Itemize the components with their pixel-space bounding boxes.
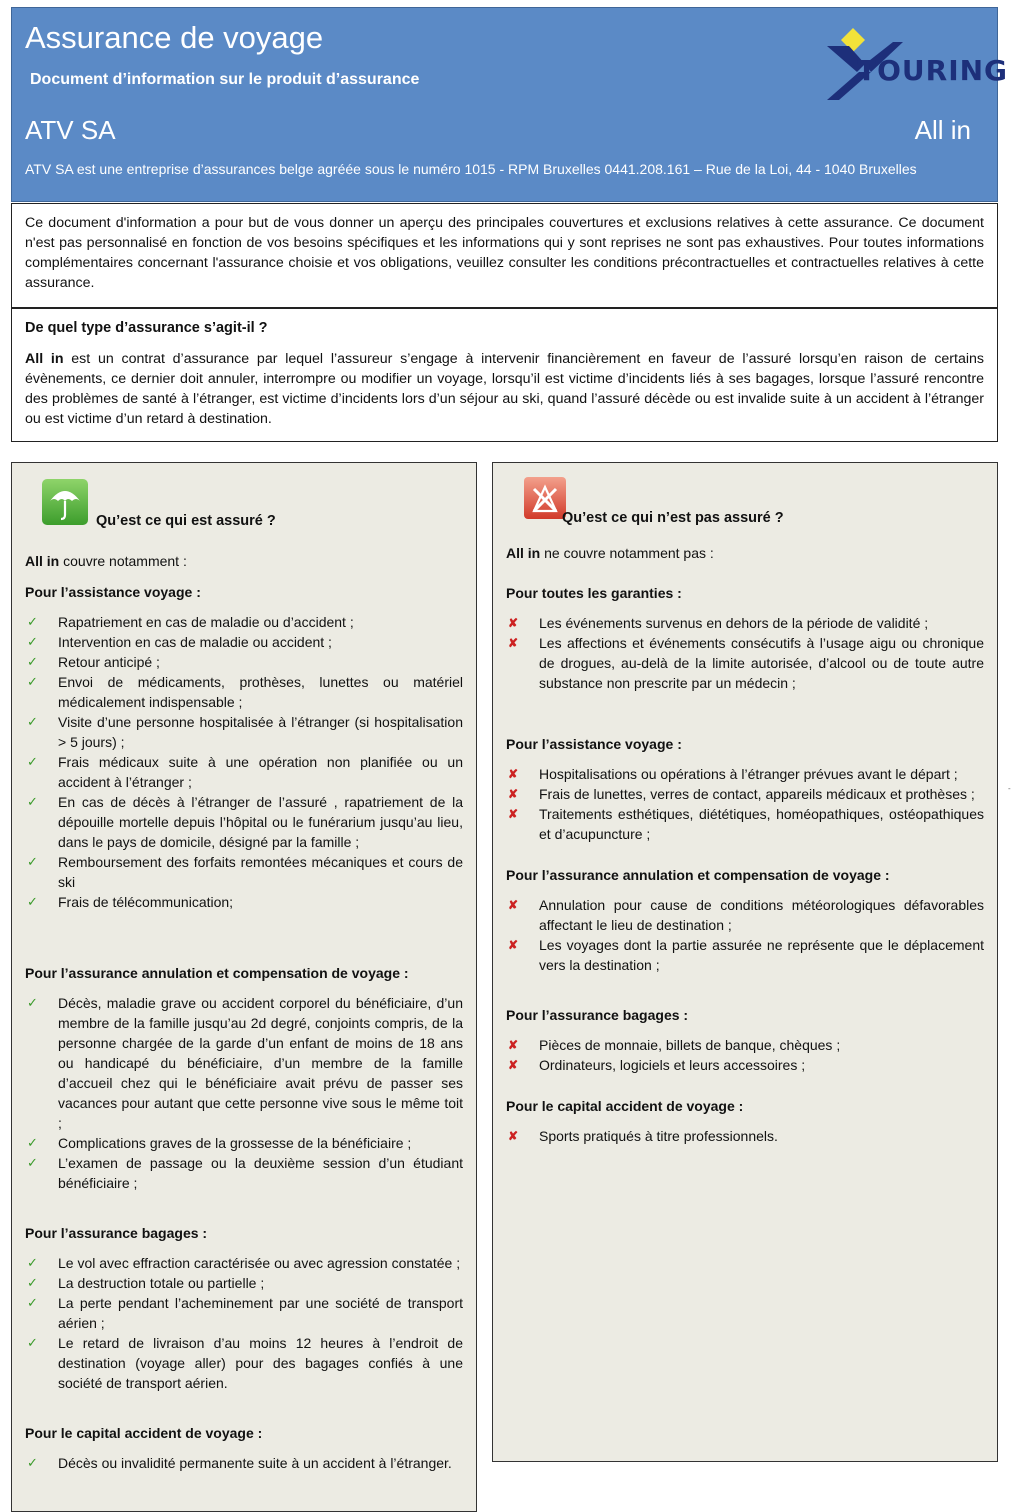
not-covered-list	[506, 764, 984, 844]
list-item: ✘ Ordinateurs, logiciels et leurs accessoires ;	[508, 1057, 806, 1073]
list-item: ✓ Retour anticipé ;	[27, 654, 160, 670]
covered-section-title: Pour l’assistance voyage :	[25, 584, 201, 600]
list-item: ✘ Pièces de monnaie, billets de banque, chèques ;	[508, 1037, 841, 1053]
covered-list	[25, 612, 463, 912]
list-item: ✓ Complications graves de la grossesse de la bénéficiaire ;	[27, 1135, 412, 1151]
covered-section-title: Pour l’assurance annulation et compensation de voyage :	[25, 965, 409, 981]
intro-text: Ce document d'information a pour but de vous donner un aperçu des principales couvertures et exclusions relatives à cette assurance. Ce document n'est pas personnalisé en fonction de vos besoins spécifiques et les informations qui y sont reprises ne sont pas exhaustives. Pour toutes informations complémentaires concernant l'assurance choisie et vos obligations, veuillez consulter les conditions précontractuelles et contractuelles relatives à cette assurance.	[25, 215, 984, 291]
list-item: ✓ Décès, maladie grave ou accident corporel du bénéficiaire, d’un membre de la famille jusqu’au 2d degré, conjoints compris, de la personne chargée de la garde d’un enfant de moins de 18 ans ou handicapé du bénéficiaire, d’un membre de la famille d’accueil chez qui le bénéficiaire avait prévu de passer ses vacances pour autant que cette personne vive sous le même toit ;	[27, 995, 463, 1131]
check-icon: ✓	[27, 1255, 38, 1270]
cross-icon	[524, 477, 566, 519]
list-item: ✓ Visite d’une personne hospitalisée à l’étranger (si hospitalisation > 5 jours) ;	[27, 714, 463, 750]
covered-lead-text: couvre notamment :	[59, 553, 187, 569]
covered-lead-product: All in	[25, 553, 60, 569]
not-covered-lead-text: ne couvre notamment pas :	[540, 545, 714, 561]
list-item: ✓ Remboursement des forfaits remontées mécaniques et cours de ski	[27, 854, 463, 890]
check-icon: ✓	[27, 854, 38, 869]
list-item: ✘ Les voyages dont la partie assurée ne représente que le déplacement vers la destination ;	[508, 937, 984, 973]
page-subtitle: Document d’information sur le produit d’assurance	[30, 71, 420, 88]
type-box	[11, 308, 998, 442]
list-item: ✓ Le vol avec effraction caractérisée ou avec agression constatée ;	[27, 1255, 461, 1271]
list-item: ✓ La perte pendant l’acheminement par une société de transport aérien ;	[27, 1295, 463, 1331]
check-icon: ✓	[27, 614, 38, 629]
not-covered-section-title: Pour toutes les garanties :	[506, 585, 682, 601]
list-item: ✘ Sports pratiqués à titre professionnels.	[508, 1128, 778, 1144]
legal-line: ATV SA est une entreprise d’assurances belge agréée sous le numéro 1015 - RPM Bruxelles 0441.208.161 – Rue de la Loi, 44 - 1040 Bruxelles	[25, 161, 917, 177]
touring-logo	[809, 20, 1009, 102]
not-covered-lead-product: All in	[506, 545, 541, 561]
cross-mark-icon: ✘	[508, 898, 519, 912]
cross-mark-icon: ✘	[508, 1038, 519, 1052]
not-covered-lead	[506, 543, 984, 563]
list-item: ✓ L’examen de passage ou la deuxième session d’un étudiant bénéficiaire ;	[27, 1155, 463, 1191]
cross-mark-icon: ✘	[508, 767, 519, 781]
not-covered-list	[506, 895, 984, 975]
product-name: All in	[914, 115, 971, 145]
check-icon: ✓	[27, 794, 38, 809]
check-icon: ✓	[27, 995, 38, 1010]
list-item: ✓ La destruction totale ou partielle ;	[27, 1275, 265, 1291]
type-description	[25, 349, 984, 429]
type-product-name: All in	[25, 351, 64, 367]
cross-mark-icon: ✘	[508, 787, 519, 801]
covered-section-title: Pour l’assurance bagages :	[25, 1225, 208, 1241]
margin-mark: -	[1008, 784, 1011, 793]
covered-list	[25, 1253, 463, 1393]
cross-mark-icon: ✘	[508, 616, 519, 630]
check-icon: ✓	[27, 714, 38, 729]
check-icon: ✓	[27, 1275, 38, 1290]
check-icon: ✓	[27, 754, 38, 769]
intro-box	[11, 203, 998, 308]
list-item: ✓ Frais médicaux suite à une opération non planifiée ou un accident à l’étranger ;	[27, 754, 463, 790]
covered-lead	[25, 551, 463, 571]
type-text: est un contrat d’assurance par lequel l’assureur s’engage à intervenir financièrement en faveur de l’assuré lorsqu’en raison de certains évènements, ce dernier doit annuler, interrompre ou modifier un voyage, lorsqu’il est victime d’incidents liés à ses bagages, lorsque l’assuré rencontre des problèmes de santé à l’étranger, est victime d’incidents lors d’un séjour au ski, quand l’assuré décède ou est invalide suite à un accident à l’étranger ou est victime d’un retard à destination.	[25, 351, 984, 427]
cross-mark-icon: ✘	[508, 938, 519, 952]
covered-header	[25, 463, 463, 543]
list-item: ✘ Frais de lunettes, verres de contact, appareils médicaux et prothèses ;	[508, 786, 975, 802]
list-item: ✘ Annulation pour cause de conditions météorologiques défavorables affectant le lieu de destination ;	[508, 897, 984, 933]
check-icon: ✓	[27, 1155, 38, 1170]
cross-mark-icon: ✘	[508, 1058, 519, 1072]
not-covered-list	[506, 613, 984, 693]
not-covered-list	[506, 1126, 984, 1146]
header-banner	[11, 7, 1009, 202]
list-item: ✘ Les événements survenus en dehors de la période de validité ;	[508, 615, 929, 631]
list-item: ✘ Hospitalisations ou opérations à l’étranger prévues avant le départ ;	[508, 766, 958, 782]
list-item: ✓ En cas de décès à l’étranger de l’assuré , rapatriement de la dépouille mortelle depuis l’hôpital ou le funérarium jusqu’au lieu, dans le pays de domicile, désigné par la famille ;	[27, 794, 463, 850]
covered-panel	[11, 462, 477, 1512]
not-covered-question: Qu’est ce qui n’est pas assuré ?	[562, 510, 784, 526]
not-covered-header	[506, 463, 984, 543]
covered-list	[25, 1453, 463, 1473]
type-question: De quel type d’assurance s’agit-il ?	[25, 320, 268, 336]
covered-section-title: Pour le capital accident de voyage :	[25, 1425, 263, 1441]
list-item: ✓ Le retard de livraison d’au moins 12 heures à l’endroit de destination (voyage aller) pour des bagages confiés à une société de transport aérien.	[27, 1335, 463, 1391]
check-icon: ✓	[27, 894, 38, 909]
list-item: ✓ Rapatriement en cas de maladie ou d’accident ;	[27, 614, 354, 630]
company-name: ATV SA	[25, 115, 116, 145]
check-icon: ✓	[27, 1295, 38, 1310]
check-icon: ✓	[27, 674, 38, 689]
not-covered-panel	[492, 462, 998, 1462]
not-covered-section-title: Pour l’assurance bagages :	[506, 1007, 689, 1023]
not-covered-section-title: Pour l’assurance annulation et compensation de voyage :	[506, 867, 890, 883]
page-title: Assurance de voyage	[25, 20, 324, 55]
list-item: ✓ Intervention en cas de maladie ou accident ;	[27, 634, 332, 650]
umbrella-icon	[42, 479, 88, 525]
not-covered-list	[506, 1035, 984, 1075]
check-icon: ✓	[27, 1455, 38, 1470]
check-icon: ✓	[27, 1135, 38, 1150]
covered-list	[25, 993, 463, 1193]
list-item: ✓ Décès ou invalidité permanente suite à un accident à l’étranger.	[27, 1455, 452, 1471]
list-item: ✓ Frais de télécommunication;	[27, 894, 234, 910]
check-icon: ✓	[27, 1335, 38, 1350]
check-icon: ✓	[27, 634, 38, 649]
not-covered-section-title: Pour l’assistance voyage :	[506, 736, 682, 752]
logo-text: TOURING	[857, 54, 1009, 87]
list-item: ✘ Traitements esthétiques, diététiques, homéopathiques, ostéopathiques et d’acupuncture ;	[508, 806, 984, 842]
cross-mark-icon: ✘	[508, 636, 519, 650]
cross-mark-icon: ✘	[508, 807, 519, 821]
list-item: ✘ Les affections et événements consécutifs à l’usage aigu ou chronique de drogues, au-delà de la limite autorisée, d’alcool ou de toute autre substance non prescrite par un médecin ;	[508, 635, 984, 691]
check-icon: ✓	[27, 654, 38, 669]
list-item: ✓ Envoi de médicaments, prothèses, lunettes ou matériel médicalement indispensable ;	[27, 674, 463, 710]
not-covered-section-title: Pour le capital accident de voyage :	[506, 1098, 744, 1114]
cross-mark-icon: ✘	[508, 1129, 519, 1143]
covered-question: Qu’est ce qui est assuré ?	[96, 513, 276, 529]
